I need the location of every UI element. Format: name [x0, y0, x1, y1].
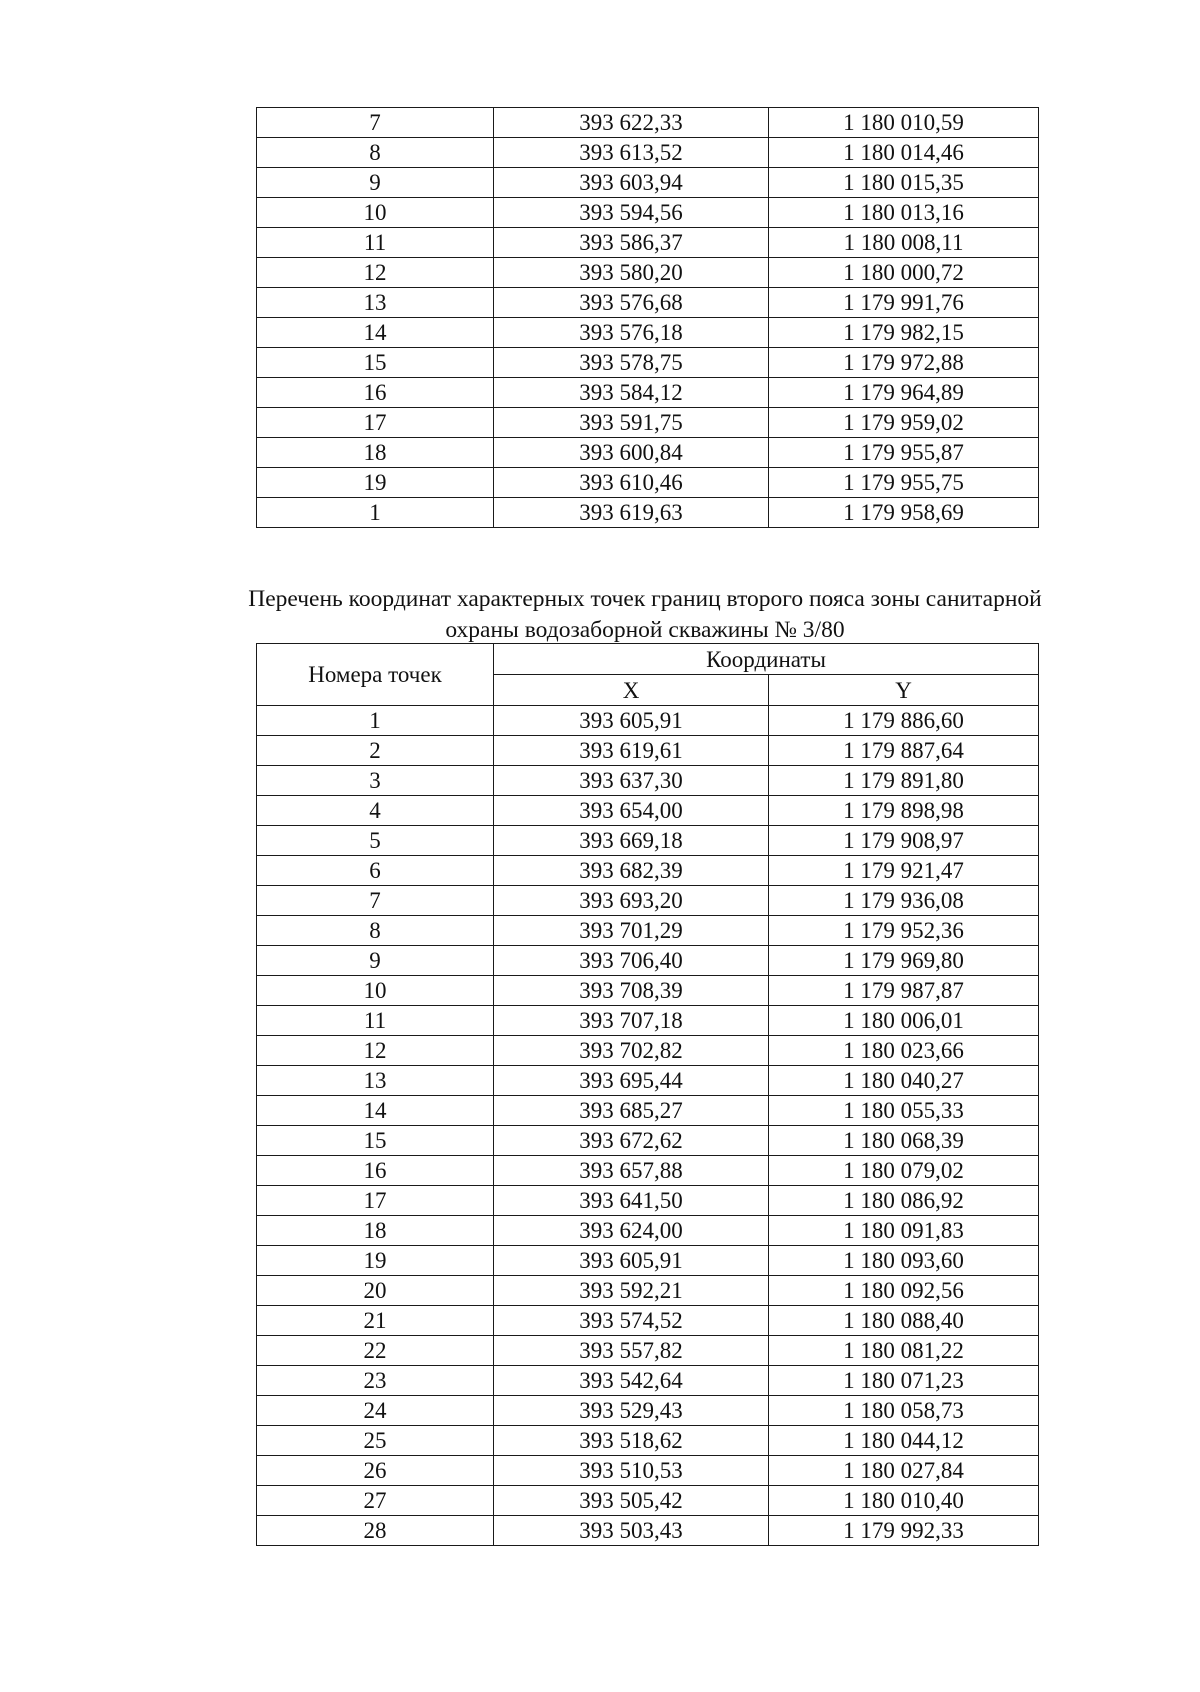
point-number-cell: 18: [257, 1216, 494, 1246]
point-number-cell: 28: [257, 1516, 494, 1546]
x-coordinate-cell: 393 576,18: [494, 318, 769, 348]
table-row: [257, 378, 1039, 408]
point-number-cell: 16: [257, 378, 494, 408]
point-number-cell: 25: [257, 1426, 494, 1456]
x-coordinate-cell: 393 619,63: [494, 498, 769, 528]
table-row: [257, 1126, 1039, 1156]
second-belt-coordinates-table-body: [257, 706, 1039, 1546]
y-coordinate-cell: 1 179 952,36: [769, 916, 1039, 946]
y-coordinate-cell: 1 179 982,15: [769, 318, 1039, 348]
table-row: [257, 288, 1039, 318]
point-number-cell: 11: [257, 228, 494, 258]
table-row: [257, 1366, 1039, 1396]
point-number-cell: 16: [257, 1156, 494, 1186]
y-coordinate-cell: 1 179 891,80: [769, 766, 1039, 796]
y-coordinate-cell: 1 179 887,64: [769, 736, 1039, 766]
point-number-cell: 8: [257, 916, 494, 946]
table-row: [257, 1336, 1039, 1366]
table-row: [257, 736, 1039, 766]
y-coordinate-cell: 1 180 091,83: [769, 1216, 1039, 1246]
y-coordinate-cell: 1 179 987,87: [769, 976, 1039, 1006]
x-coordinate-cell: 393 586,37: [494, 228, 769, 258]
x-coordinate-cell: 393 624,00: [494, 1216, 769, 1246]
y-coordinate-cell: 1 180 014,46: [769, 138, 1039, 168]
y-coordinate-cell: 1 180 040,27: [769, 1066, 1039, 1096]
x-coordinate-cell: 393 603,94: [494, 168, 769, 198]
y-coordinate-cell: 1 180 008,11: [769, 228, 1039, 258]
y-coordinate-cell: 1 180 081,22: [769, 1336, 1039, 1366]
y-coordinate-cell: 1 180 092,56: [769, 1276, 1039, 1306]
caption-line-2: охраны водозаборной скважины № 3/80: [445, 617, 845, 643]
table-row: [257, 498, 1039, 528]
y-coordinate-cell: 1 180 088,40: [769, 1306, 1039, 1336]
y-coordinate-cell: 1 180 015,35: [769, 168, 1039, 198]
x-coordinate-cell: 393 576,68: [494, 288, 769, 318]
x-coordinate-cell: 393 594,56: [494, 198, 769, 228]
x-coordinate-cell: 393 592,21: [494, 1276, 769, 1306]
point-number-cell: 23: [257, 1366, 494, 1396]
table-row: [257, 976, 1039, 1006]
table-row: [257, 168, 1039, 198]
point-number-cell: 21: [257, 1306, 494, 1336]
table-row: [257, 228, 1039, 258]
point-number-cell: 27: [257, 1486, 494, 1516]
point-number-cell: 20: [257, 1276, 494, 1306]
table-row: [257, 258, 1039, 288]
y-coordinate-cell: 1 180 071,23: [769, 1366, 1039, 1396]
table-row: [257, 108, 1039, 138]
y-coordinate-cell: 1 179 991,76: [769, 288, 1039, 318]
y-coordinate-cell: 1 180 093,60: [769, 1246, 1039, 1276]
y-coordinate-cell: 1 180 058,73: [769, 1396, 1039, 1426]
table-row: [257, 1396, 1039, 1426]
y-coordinate-cell: 1 179 969,80: [769, 946, 1039, 976]
point-number-cell: 7: [257, 886, 494, 916]
x-coordinate-cell: 393 672,62: [494, 1126, 769, 1156]
coordinates-column-header: Координаты: [494, 644, 1039, 675]
y-coordinate-cell: 1 179 921,47: [769, 856, 1039, 886]
x-column-header: X: [494, 675, 769, 706]
table-row: [257, 886, 1039, 916]
y-coordinate-cell: 1 180 044,12: [769, 1426, 1039, 1456]
table-row: [257, 916, 1039, 946]
point-number-cell: 14: [257, 318, 494, 348]
point-number-cell: 4: [257, 796, 494, 826]
point-number-cell: 5: [257, 826, 494, 856]
point-number-cell: 13: [257, 288, 494, 318]
table-row: [257, 1276, 1039, 1306]
y-coordinate-cell: 1 180 010,59: [769, 108, 1039, 138]
x-coordinate-cell: 393 654,00: [494, 796, 769, 826]
x-coordinate-cell: 393 542,64: [494, 1366, 769, 1396]
point-number-cell: 14: [257, 1096, 494, 1126]
point-number-cell: 10: [257, 976, 494, 1006]
y-column-header: Y: [769, 675, 1039, 706]
x-coordinate-cell: 393 685,27: [494, 1096, 769, 1126]
table-row: [257, 1006, 1039, 1036]
y-coordinate-cell: 1 180 000,72: [769, 258, 1039, 288]
table-row: [257, 438, 1039, 468]
x-coordinate-cell: 393 695,44: [494, 1066, 769, 1096]
table-row: [257, 1036, 1039, 1066]
y-coordinate-cell: 1 179 955,87: [769, 438, 1039, 468]
y-coordinate-cell: 1 179 958,69: [769, 498, 1039, 528]
y-coordinate-cell: 1 179 936,08: [769, 886, 1039, 916]
point-number-cell: 17: [257, 408, 494, 438]
x-coordinate-cell: 393 622,33: [494, 108, 769, 138]
table-row: [257, 198, 1039, 228]
y-coordinate-cell: 1 180 055,33: [769, 1096, 1039, 1126]
point-number-cell: 9: [257, 168, 494, 198]
table-row: [257, 946, 1039, 976]
header-row: [257, 644, 1039, 675]
point-number-cell: 26: [257, 1456, 494, 1486]
x-coordinate-cell: 393 605,91: [494, 1246, 769, 1276]
table-row: [257, 826, 1039, 856]
point-number-cell: 10: [257, 198, 494, 228]
point-number-cell: 9: [257, 946, 494, 976]
x-coordinate-cell: 393 693,20: [494, 886, 769, 916]
x-coordinate-cell: 393 641,50: [494, 1186, 769, 1216]
point-number-cell: 17: [257, 1186, 494, 1216]
table-row: [257, 1306, 1039, 1336]
table-row: [257, 1066, 1039, 1096]
caption-line-1: Перечень координат характерных точек границ второго пояса зоны санитарной: [248, 586, 1042, 612]
y-coordinate-cell: 1 180 010,40: [769, 1486, 1039, 1516]
x-coordinate-cell: 393 610,46: [494, 468, 769, 498]
y-coordinate-cell: 1 179 972,88: [769, 348, 1039, 378]
x-coordinate-cell: 393 510,53: [494, 1456, 769, 1486]
point-number-cell: 15: [257, 1126, 494, 1156]
point-number-cell: 8: [257, 138, 494, 168]
x-coordinate-cell: 393 600,84: [494, 438, 769, 468]
x-coordinate-cell: 393 605,91: [494, 706, 769, 736]
table-row: [257, 1486, 1039, 1516]
table-row: [257, 1186, 1039, 1216]
table-row: [257, 1096, 1039, 1126]
continued-coordinates-table-body: [257, 108, 1039, 528]
y-coordinate-cell: 1 180 013,16: [769, 198, 1039, 228]
point-number-cell: 11: [257, 1006, 494, 1036]
point-number-cell: 7: [257, 108, 494, 138]
point-number-cell: 18: [257, 438, 494, 468]
y-coordinate-cell: 1 179 964,89: [769, 378, 1039, 408]
x-coordinate-cell: 393 557,82: [494, 1336, 769, 1366]
y-coordinate-cell: 1 179 886,60: [769, 706, 1039, 736]
y-coordinate-cell: 1 179 955,75: [769, 468, 1039, 498]
x-coordinate-cell: 393 669,18: [494, 826, 769, 856]
second-belt-coordinates-table: [256, 643, 1039, 1546]
x-coordinate-cell: 393 706,40: [494, 946, 769, 976]
point-number-cell: 1: [257, 706, 494, 736]
table-row: [257, 348, 1039, 378]
table-row: [257, 138, 1039, 168]
point-number-cell: 22: [257, 1336, 494, 1366]
y-coordinate-cell: 1 180 086,92: [769, 1186, 1039, 1216]
x-coordinate-cell: 393 529,43: [494, 1396, 769, 1426]
point-number-cell: 6: [257, 856, 494, 886]
table-row: [257, 1216, 1039, 1246]
point-number-cell: 12: [257, 258, 494, 288]
table-row: [257, 856, 1039, 886]
table-row: [257, 468, 1039, 498]
table-row: [257, 1426, 1039, 1456]
table-row: [257, 318, 1039, 348]
table-row: [257, 408, 1039, 438]
x-coordinate-cell: 393 637,30: [494, 766, 769, 796]
table-row: [257, 766, 1039, 796]
x-coordinate-cell: 393 708,39: [494, 976, 769, 1006]
x-coordinate-cell: 393 518,62: [494, 1426, 769, 1456]
y-coordinate-cell: 1 180 023,66: [769, 1036, 1039, 1066]
x-coordinate-cell: 393 619,61: [494, 736, 769, 766]
table-header: [257, 644, 1039, 706]
x-coordinate-cell: 393 613,52: [494, 138, 769, 168]
point-number-cell: 24: [257, 1396, 494, 1426]
table-row: [257, 1456, 1039, 1486]
x-coordinate-cell: 393 591,75: [494, 408, 769, 438]
x-coordinate-cell: 393 707,18: [494, 1006, 769, 1036]
table-row: [257, 796, 1039, 826]
point-number-cell: 15: [257, 348, 494, 378]
table-caption: [150, 584, 1140, 646]
table-row: [257, 1246, 1039, 1276]
x-coordinate-cell: 393 574,52: [494, 1306, 769, 1336]
point-number-cell: 19: [257, 1246, 494, 1276]
points-column-header: Номера точек: [257, 644, 494, 706]
x-coordinate-cell: 393 503,43: [494, 1516, 769, 1546]
point-number-cell: 1: [257, 498, 494, 528]
y-coordinate-cell: 1 180 006,01: [769, 1006, 1039, 1036]
y-coordinate-cell: 1 179 908,97: [769, 826, 1039, 856]
point-number-cell: 19: [257, 468, 494, 498]
y-coordinate-cell: 1 180 079,02: [769, 1156, 1039, 1186]
continued-coordinates-table: [256, 107, 1039, 528]
point-number-cell: 3: [257, 766, 494, 796]
y-coordinate-cell: 1 179 898,98: [769, 796, 1039, 826]
x-coordinate-cell: 393 578,75: [494, 348, 769, 378]
y-coordinate-cell: 1 179 959,02: [769, 408, 1039, 438]
point-number-cell: 12: [257, 1036, 494, 1066]
y-coordinate-cell: 1 179 992,33: [769, 1516, 1039, 1546]
point-number-cell: 13: [257, 1066, 494, 1096]
table-row: [257, 706, 1039, 736]
x-coordinate-cell: 393 701,29: [494, 916, 769, 946]
table-row: [257, 1516, 1039, 1546]
x-coordinate-cell: 393 702,82: [494, 1036, 769, 1066]
x-coordinate-cell: 393 682,39: [494, 856, 769, 886]
y-coordinate-cell: 1 180 027,84: [769, 1456, 1039, 1486]
point-number-cell: 2: [257, 736, 494, 766]
table-row: [257, 1156, 1039, 1186]
x-coordinate-cell: 393 657,88: [494, 1156, 769, 1186]
x-coordinate-cell: 393 584,12: [494, 378, 769, 408]
x-coordinate-cell: 393 580,20: [494, 258, 769, 288]
x-coordinate-cell: 393 505,42: [494, 1486, 769, 1516]
y-coordinate-cell: 1 180 068,39: [769, 1126, 1039, 1156]
